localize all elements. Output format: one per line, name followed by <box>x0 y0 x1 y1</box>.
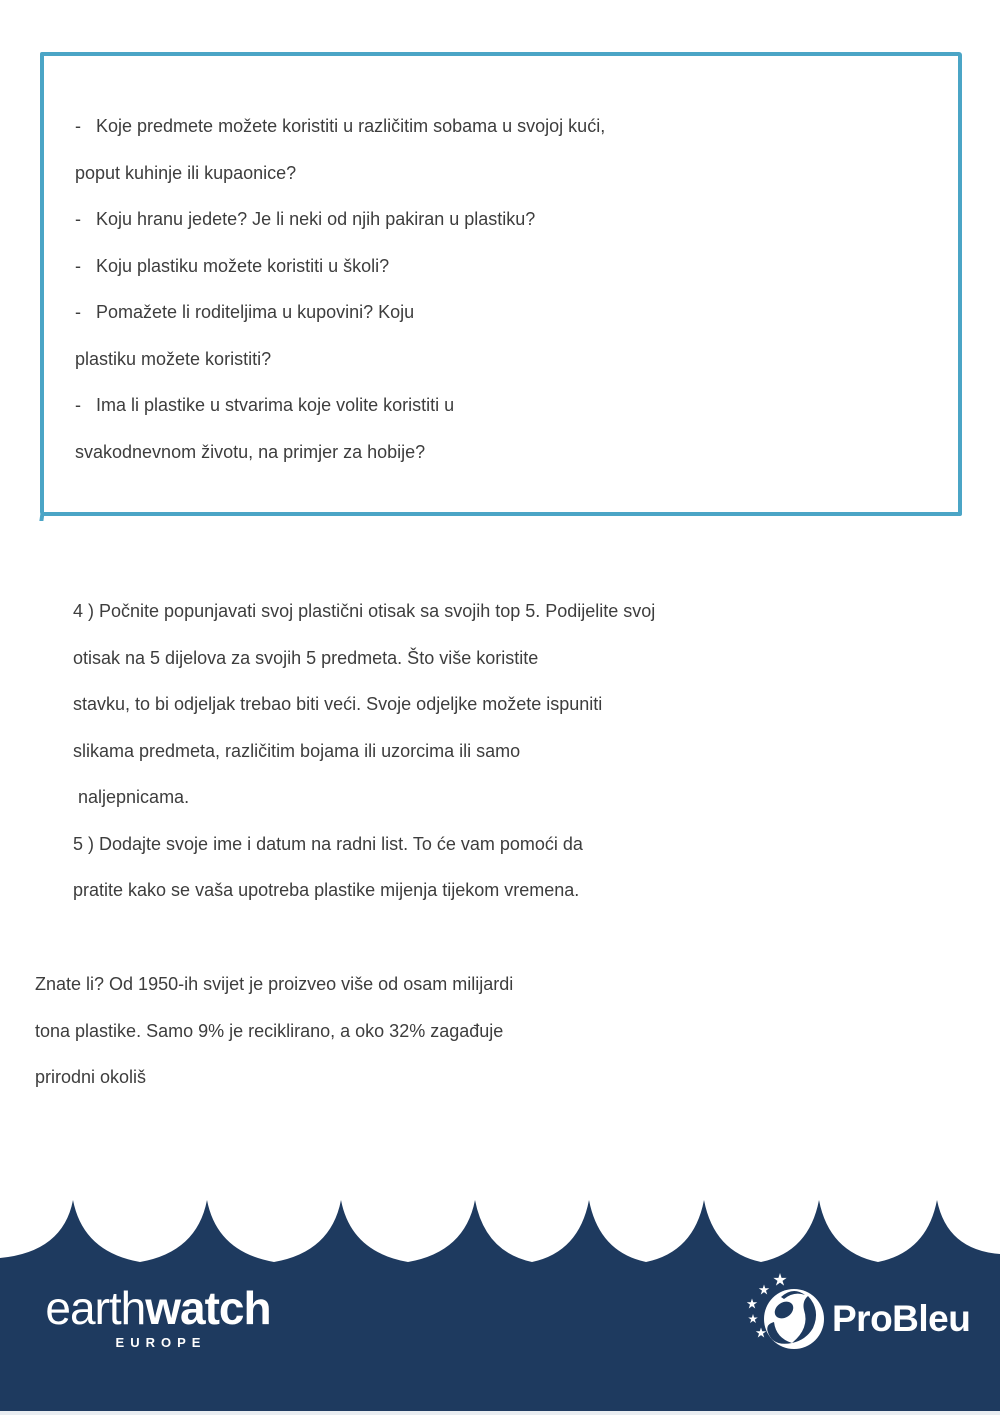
instruction-line: 5 ) Dodajte svoje ime i datum na radni list. To će vam pomoći da <box>73 833 583 854</box>
question-line: - Koju hranu jedete? Je li neki od njih pakiran u plastiku? <box>75 209 536 229</box>
fact-section <box>35 961 513 1101</box>
probleu-logo <box>742 1272 982 1372</box>
fact-line: tona plastike. Samo 9% je reciklirano, a oko 32% zagađuje <box>35 1020 504 1041</box>
earthwatch-wordmark-bold: watch <box>145 1282 271 1334</box>
question-box-content <box>44 56 958 475</box>
instruction-line: stavku, to bi odjeljak trebao biti veći. Svoje odjeljke možete ispuniti <box>73 694 603 714</box>
earthwatch-logo <box>30 1284 286 1350</box>
question-line: poput kuhinje ili kupaonice? <box>75 162 297 183</box>
probleu-label: ProBleu <box>832 1298 971 1339</box>
earthwatch-wordmark-light: earth <box>45 1282 146 1334</box>
instruction-line: slikama predmeta, različitim bojama ili uzorcima ili samo <box>73 740 521 761</box>
instruction-line: otisak na 5 dijelova za svojih 5 predmeta. Što više koristite <box>73 647 539 668</box>
question-line: svakodnevnom životu, na primjer za hobije? <box>75 441 426 462</box>
instructions-section <box>73 588 655 914</box>
fact-line: Znate li? Od 1950-ih svijet je proizveo više od osam milijardi <box>35 974 514 994</box>
question-box <box>40 52 962 516</box>
instruction-line: naljepnicama. <box>73 787 190 807</box>
page-bottom-edge <box>0 1411 1000 1415</box>
instruction-line: 4 ) Počnite popunjavati svoj plastični otisak sa svojih top 5. Podijelite svoj <box>73 601 656 621</box>
fact-line: prirodni okoliš <box>35 1067 147 1087</box>
question-line: - Pomažete li roditeljima u kupovini? Koju <box>75 302 415 322</box>
question-line: - Koje predmete možete koristiti u različitim sobama u svojoj kući, <box>75 116 606 136</box>
earthwatch-wordmark <box>30 1284 286 1332</box>
instruction-line: pratite kako se vaša upotreba plastike mijenja tijekom vremena. <box>73 880 580 900</box>
question-line: - Koju plastiku možete koristiti u školi? <box>75 255 390 276</box>
question-line: plastiku možete koristiti? <box>75 348 272 369</box>
earthwatch-europe-label: EUROPE <box>115 1335 207 1350</box>
question-line: - Ima li plastike u stvarima koje volite koristiti u <box>75 395 455 415</box>
